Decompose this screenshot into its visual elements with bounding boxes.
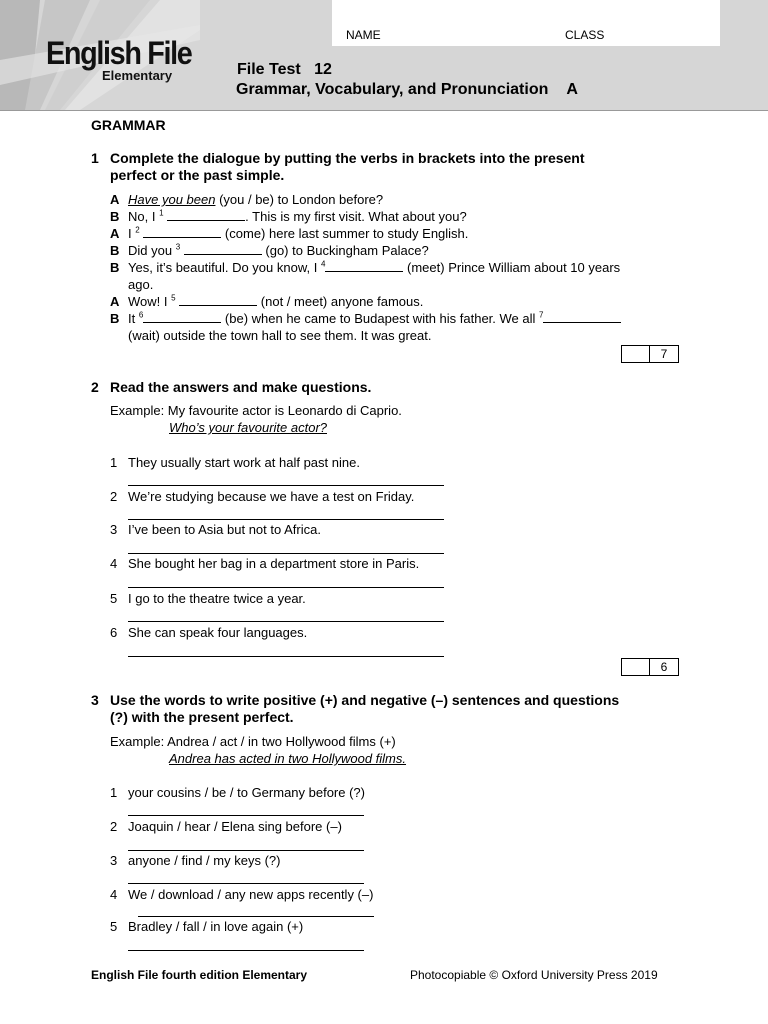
q2-item-number: 4 xyxy=(110,556,118,571)
gap-number: 5 xyxy=(171,293,176,303)
logo-title: English File xyxy=(46,35,192,71)
answer-gap-2[interactable] xyxy=(143,226,221,238)
q3-item-number: 4 xyxy=(110,887,118,902)
file-test-label: File Test xyxy=(237,61,301,78)
q2-item-number: 6 xyxy=(110,625,118,640)
q3-answer-line-1[interactable] xyxy=(128,815,364,816)
q3-number: 3 xyxy=(91,692,99,708)
dialogue-line-0 xyxy=(110,191,119,208)
q3-instruction-2: (?) with the present perfect. xyxy=(110,709,294,725)
logo-subtitle: Elementary xyxy=(102,68,173,83)
q2-number: 2 xyxy=(91,379,99,395)
q2-answer-line-3[interactable] xyxy=(128,553,444,554)
q3-item-number: 3 xyxy=(110,853,118,868)
dialogue-text: (go) to Buckingham Palace? xyxy=(261,243,429,258)
dialogue-text-3 xyxy=(128,242,429,259)
speaker-label: B xyxy=(110,209,120,224)
dialogue-text-6 xyxy=(128,310,621,327)
dialogue-text: (come) here last summer to study English. xyxy=(221,226,469,241)
version-letter: A xyxy=(566,81,578,98)
gap-number: 1 xyxy=(159,208,164,218)
answer-gap-7[interactable] xyxy=(543,311,621,323)
test-title xyxy=(237,61,332,79)
test-number: 12 xyxy=(314,61,332,78)
q1-score-box[interactable] xyxy=(621,345,679,363)
gap-number: 7 xyxy=(539,310,544,320)
name-label: NAME xyxy=(346,28,381,42)
answer-gap-1[interactable] xyxy=(167,209,245,221)
footer-copyright: Photocopiable © Oxford University Press 2019 xyxy=(410,968,658,982)
q3-answer-line-4[interactable] xyxy=(138,916,374,917)
q3-item-number: 5 xyxy=(110,919,118,934)
q3-example-answer: Andrea has acted in two Hollywood films. xyxy=(169,751,407,766)
q2-answer-line-4[interactable] xyxy=(128,587,444,588)
q3-answer-line-3[interactable] xyxy=(128,883,364,884)
q3-answer-line-2[interactable] xyxy=(128,850,364,851)
answer-gap-6[interactable] xyxy=(143,311,221,323)
q3-item-text: your cousins / be / to Germany before (?) xyxy=(128,785,365,800)
q3-item-text: We / download / any new apps recently (–) xyxy=(128,887,374,902)
q2-item-number: 3 xyxy=(110,522,118,537)
test-subtitle xyxy=(236,81,578,99)
subtitle-text: Grammar, Vocabulary, and Pronunciation xyxy=(236,81,549,98)
speaker-label: A xyxy=(110,192,120,207)
footer-edition: English File fourth edition Elementary xyxy=(91,968,308,982)
q2-item-text: I go to the theatre twice a year. xyxy=(128,591,306,606)
dialogue-text-1 xyxy=(128,208,467,225)
q3-example: Example: Andrea / act / in two Hollywood films (+) xyxy=(110,734,396,749)
gap-number: 3 xyxy=(175,242,181,252)
speaker-label: B xyxy=(110,243,120,258)
q3-item-text: Bradley / fall / in love again (+) xyxy=(128,919,304,934)
dialogue-text-2 xyxy=(128,225,468,242)
class-label: CLASS xyxy=(565,28,605,42)
q2-item-number: 2 xyxy=(110,489,118,504)
q3-item-text: anyone / find / my keys (?) xyxy=(128,853,281,868)
q2-answer-line-5[interactable] xyxy=(128,621,444,622)
dialogue-text: I xyxy=(128,226,136,241)
dialogue-text: (meet) Prince William about 10 years xyxy=(403,260,621,275)
dialogue-text: Did you xyxy=(128,243,176,258)
dialogue-text-0 xyxy=(128,191,383,208)
dialogue-text: It xyxy=(128,311,139,326)
dialogue-text-5 xyxy=(128,293,423,310)
q3-item-text: Joaquin / hear / Elena sing before (–) xyxy=(128,819,342,834)
header-rule xyxy=(0,110,768,111)
name-class-box xyxy=(332,0,720,46)
dialogue-text: No, I xyxy=(128,209,160,224)
q2-answer-line-6[interactable] xyxy=(128,656,444,657)
dialogue-text: (you / be) to London before? xyxy=(215,192,384,207)
speaker-label: B xyxy=(110,260,120,275)
q2-instruction: Read the answers and make questions. xyxy=(110,379,372,395)
q2-item-text: I’ve been to Asia but not to Africa. xyxy=(128,522,321,537)
dialogue-text-4-cont: ago. xyxy=(128,277,154,292)
q2-answer-line-2[interactable] xyxy=(128,519,444,520)
gap-number: 4 xyxy=(320,259,326,269)
q2-item-number: 1 xyxy=(110,455,118,470)
answer-gap-4[interactable] xyxy=(325,260,403,272)
q2-score-box[interactable] xyxy=(621,658,679,676)
q2-example: Example: My favourite actor is Leonardo di Caprio. xyxy=(110,403,402,418)
q1-instruction-1: Complete the dialogue by putting the verbs in brackets into the present xyxy=(110,150,585,166)
dialogue-text: (be) when he came to Budapest with his father. We all xyxy=(221,311,540,326)
answer-gap-5[interactable] xyxy=(179,294,257,306)
dialogue-text-6-cont: (wait) outside the town hall to see them. It was great. xyxy=(128,328,432,343)
q2-example-answer: Who’s your favourite actor? xyxy=(169,420,327,435)
q1-number: 1 xyxy=(91,150,99,166)
q3-item-number: 1 xyxy=(110,785,118,800)
speaker-label: A xyxy=(110,226,120,241)
speaker-label: A xyxy=(110,294,120,309)
q2-item-text: She can speak four languages. xyxy=(128,625,308,640)
q3-item-number: 2 xyxy=(110,819,118,834)
english-file-logo xyxy=(46,36,208,83)
dialogue-text: . This is my first visit. What about you? xyxy=(245,209,467,224)
q2-item-text: We’re studying because we have a test on Friday. xyxy=(128,489,415,504)
dialogue-text-4 xyxy=(128,259,620,276)
q2-score-total: 6 xyxy=(660,660,668,674)
dialogue-text: Wow! I xyxy=(128,294,172,309)
q2-answer-line-1[interactable] xyxy=(128,485,444,486)
q2-item-text: She bought her bag in a department store in Paris. xyxy=(128,556,420,571)
speaker-label: B xyxy=(110,311,120,326)
q1-instruction-2: perfect or the past simple. xyxy=(110,167,285,183)
answer-gap-3[interactable] xyxy=(184,243,262,255)
section-title: GRAMMAR xyxy=(91,117,166,133)
dialogue-text: (not / meet) anyone famous. xyxy=(257,294,424,309)
q1-score-total: 7 xyxy=(660,347,668,361)
gap-number: 2 xyxy=(135,225,140,235)
gap-number: 6 xyxy=(138,310,144,320)
q2-item-number: 5 xyxy=(110,591,118,606)
dialogue-text: Yes, it’s beautiful. Do you know, I xyxy=(128,260,321,275)
q2-item-text: They usually start work at half past nine. xyxy=(128,455,360,470)
q3-instruction-1: Use the words to write positive (+) and negative (–) sentences and questions xyxy=(110,692,620,708)
q3-answer-line-5[interactable] xyxy=(128,950,364,951)
example-answer: Have you been xyxy=(128,192,216,207)
